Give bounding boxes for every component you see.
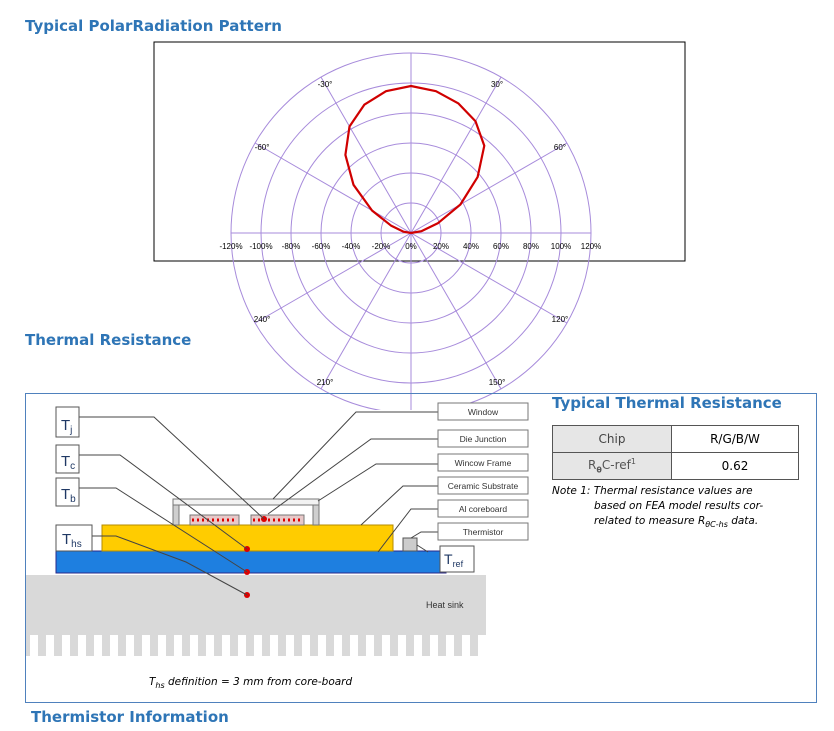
polar-tick-label: -60% xyxy=(311,242,331,251)
polar-angle-label: -60° xyxy=(254,143,270,152)
callout-al-coreboard xyxy=(438,500,528,517)
table-row xyxy=(553,453,799,480)
polar-angle-label: 60° xyxy=(553,143,567,152)
svg-text:Tb: $T_b$ xyxy=(61,486,76,505)
table-header-rgbw: R/G/B/W xyxy=(672,426,799,453)
heat-sink xyxy=(26,575,486,656)
thermal-heading: Thermal Resistance xyxy=(25,331,192,349)
svg-text:Ths: $T_{hs}$ xyxy=(62,531,82,550)
callout-window xyxy=(438,403,528,420)
table-header-row xyxy=(553,426,799,453)
tc-label xyxy=(56,445,79,473)
callout-ceramic-substrate xyxy=(438,477,528,494)
polar-angle-label: 150° xyxy=(488,377,506,387)
polar-tick-label: -100% xyxy=(249,242,273,251)
polar-angle-label: 240° xyxy=(253,315,271,324)
svg-text:Window: Window xyxy=(467,407,499,417)
polar-angle-label: 210° xyxy=(316,377,334,387)
wincow-frame-leader xyxy=(318,464,438,501)
svg-text:Tc: $T_c$ xyxy=(61,453,76,472)
svg-text:Tj: $T_j$ xyxy=(61,417,73,436)
table-row-label: $R_\theta C-ref^1$ xyxy=(553,453,672,480)
polar-tick-label: -120% xyxy=(219,242,243,251)
window-frame-left xyxy=(173,505,179,525)
polar-grid xyxy=(231,53,591,410)
table-header-chip: Chip xyxy=(553,426,672,453)
heat-sink-label: Heat sink xyxy=(426,600,464,610)
ths-definition: $T_{hs}$ definition = 3 mm from core-board xyxy=(149,676,353,691)
polar-angle-label: -30° xyxy=(317,80,333,90)
svg-text:Al coreboard: Al coreboard xyxy=(458,504,508,514)
tref-label xyxy=(440,546,474,572)
polar-tick-labels xyxy=(219,242,601,251)
ceramic-substrate-leader xyxy=(361,486,438,525)
polar-tick-label: -20% xyxy=(371,242,391,251)
polar-tick-label: 20% xyxy=(432,242,450,251)
window-frame-right xyxy=(313,505,319,525)
callout-wincow-frame xyxy=(438,454,528,471)
polar-tick-label: -80% xyxy=(281,242,301,251)
polar-tick-label: -40% xyxy=(341,242,361,251)
heat-sink-shape xyxy=(26,575,486,656)
svg-text:Thermistor: Thermistor xyxy=(462,527,504,537)
polar-tick-label: 0% xyxy=(405,242,417,251)
callout-die-junction xyxy=(438,430,528,447)
thermal-note: Note 1: Thermal resistance values are based on FEA model results cor- related to measure $R_{\theta C-hs}$ data. xyxy=(552,485,764,530)
svg-text:Tref: $T_{ref}$ xyxy=(444,551,464,569)
polar-tick-label: 80% xyxy=(522,242,540,251)
thermistor-heading: Thermistor Information xyxy=(31,708,229,726)
svg-text:Wincow Frame: Wincow Frame xyxy=(454,458,512,468)
thermal-resistance-table xyxy=(552,425,799,480)
polar-heading: Typical PolarRadiation Pattern xyxy=(25,17,282,35)
thermistor-leader xyxy=(411,532,438,538)
tb-label xyxy=(56,478,79,506)
polar-tick-label: 100% xyxy=(550,242,572,251)
ths-label xyxy=(56,525,92,551)
al-coreboard xyxy=(56,551,446,573)
polar-tick-label: 40% xyxy=(462,242,480,251)
polar-angle-label: 120° xyxy=(551,315,569,324)
svg-text:Die Junction: Die Junction xyxy=(459,434,507,444)
tj-label xyxy=(56,407,79,437)
svg-text:Ceramic Substrate: Ceramic Substrate xyxy=(447,481,519,491)
typical-thermal-heading: Typical Thermal Resistance xyxy=(552,394,782,412)
thermal-resistance-panel xyxy=(25,393,817,703)
polar-angle-label: 30° xyxy=(490,80,504,90)
polar-tick-label: 60% xyxy=(492,242,510,251)
table-row-value: 0.62 xyxy=(672,453,799,480)
callout-thermistor xyxy=(438,523,528,540)
polar-tick-label: 120% xyxy=(580,242,602,251)
thermistor-component xyxy=(403,538,417,551)
